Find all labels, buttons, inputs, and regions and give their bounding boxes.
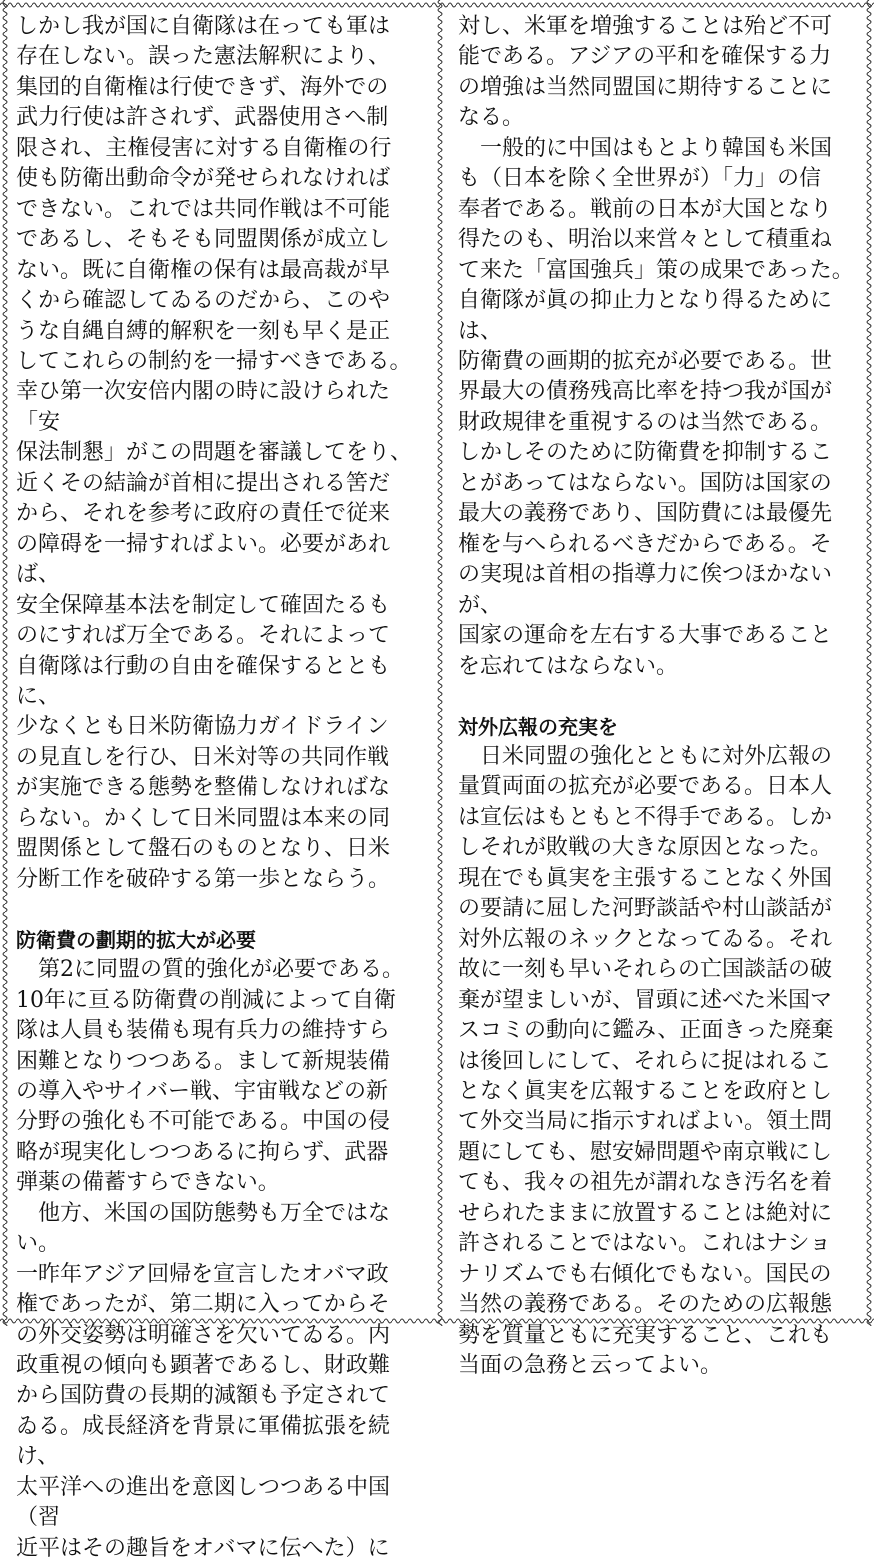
section-heading-public-relations: 対外広報の充実を	[458, 714, 618, 739]
right-paragraph-3: 日米同盟の強化とともに対外広報の 量質両面の拡充が必要である。日本人 は宣伝はもともと不得手である。しか しそれが敗戦の大きな原因となった。 現在でも眞実を主張することなく外国 の要請に屈した河野談話や村山談話が 対外広報のネックとなってゐる。それ 故に一刻も早いそれらの亡国談話の破 棄が望ましいが、冒頭に述べた米国マ スコミの動向に鑑み、正面きった廃棄 は後回しにして、それらに捉はれるこ となく眞実を広報することを政府とし て外交当局に指示すればよい。領土問 題にしても、慰安婦問題や南京戦にし ても、我々の祖先が謂れなき汚名を着 せられたままに放置することは絶対に 許されることではない。これはナショ ナリズムでも右傾化でもない。国民の 当然の義務である。そのための広報態 勢を質量ともに充実すること、これも 当面の急務と云ってよい。	[458, 743, 834, 1379]
ornamental-border-right	[864, 0, 874, 1326]
left-paragraph-1: しかし我が国に自衛隊は在っても軍は 存在しない。誤った憲法解釈により、 集団的自衛権は行使できず、海外での 武力行使は許されず、武器使用さへ制 限され、主権侵害に対する自衛権の行 使も防衛出動命令が発せられなければ できない。これでは共同作戦は不可能 であるし、そもそも同盟関係が成立し ない。既に自衛権の保有は最高裁が早 くから確認してゐるのだから、このや うな自縄自縛的解釈を一刻も早く是正 してこれらの制約を一掃すべきである。 幸ひ第一次安倍内閣の時に設けられた「安 保法制懇」がこの問題を審議してをり、 近くその結論が首相に提出される筈だ から、それを参考に政府の責任で従来 の障碍を一掃すればよい。必要があれば、 安全保障基本法を制定して確固たるも のにすれば万全である。それによって 自衛隊は行動の自由を確保するとともに、 少なくとも日米防衛協力ガイドライン の見直しを行ひ、日米対等の共同作戦 が実施できる態勢を整備しなければな らない。かくして日米同盟は本来の同 盟関係として盤石のものとなり、日米 分断工作を破砕する第一歩とならう。	[16, 14, 413, 892]
left-paragraph-3: 他方、米国の国防態勢も万全ではない。 一昨年アジア回帰を宣言したオバマ政 権であったが、第二期に入ってからそ の外交姿勢は明確さを欠いてゐる。内 政重視の傾向も顕著であるし、財政難 から国防費の長期的減額も予定されて ゐる。成長経済を背景に軍備拡張を続け、 太平洋への進出を意図しつつある中国（習 近平はその趣旨をオバマに伝へた）に	[16, 1200, 391, 1561]
section-heading-defense-budget: 防衛費の劃期的拡大が必要	[16, 928, 256, 953]
right-paragraph-1: 対し、米軍を増強することは殆ど不可 能である。アジアの平和を確保する力 の増強は当然同盟国に期待することに なる。	[458, 14, 833, 131]
right-column	[458, 12, 858, 1381]
right-paragraph-2: 一般的に中国はもとより韓国も米国 も（日本を除く全世界が）「力」の信 奉者である。戦前の日本が大国となり 得たのも、明治以来営々として積重ね て来た「富国強兵」策の成果であった。 自衛隊が眞の抑止力となり得るためには、 防衛費の画期的拡充が必要である。世 界最大の債務残高比率を持つ我が国が 財政規律を重視するのは当然である。 しかしそのために防衛費を抑制するこ とがあってはならない。国防は国家の 最大の義務であり、国防費には最優先 権を与へられるべきだからである。そ の実現は首相の指導力に俟つほかないが、 国家の運命を左右する大事であること を忘れてはならない。	[458, 135, 854, 679]
ornamental-border-left	[0, 0, 10, 1326]
left-column	[16, 12, 432, 1564]
left-paragraph-2: 第2に同盟の質的強化が必要である。 10年に亘る防衛費の削減によって自衛 隊は人員も装備も現有兵力の維持すら 困難となりつつある。まして新規装備 の導入やサイバー戦、宇宙戦などの新 分野の強化も不可能である。中国の侵 略が現実化しつつあるに拘らず、武器 弾薬の備蓄すらできない。	[16, 957, 404, 1196]
column-divider	[435, 0, 445, 1326]
